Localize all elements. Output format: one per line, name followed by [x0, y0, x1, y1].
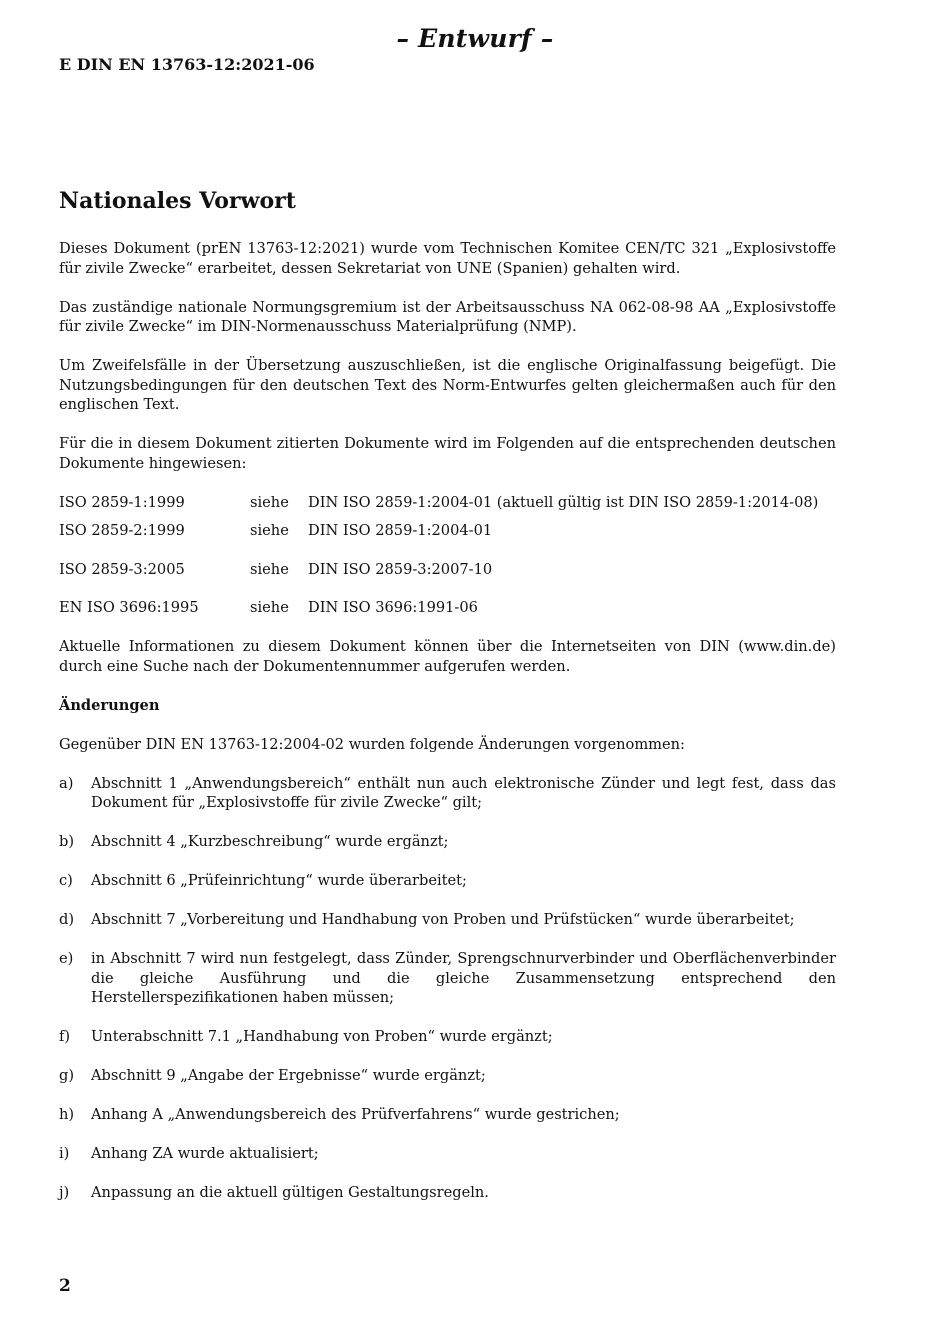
list-item-letter: e) [59, 950, 74, 967]
list-item-letter: g) [59, 1067, 75, 1084]
paragraph-committee: Dieses Dokument (prEN 13763-12:2021) wurde vom Technischen Komitee CEN/TC 321 „Explosivstoffe für zivile Zwecke“ erarbeitet, dessen Sekretariat von UNE (Spanien) gehalten wird. [59, 240, 836, 277]
list-item-text: Anpassung an die aktuell gültigen Gestaltungsregeln. [91, 1184, 489, 1201]
reference-target: DIN ISO 3696:1991-06 [308, 599, 478, 616]
list-item-letter: h) [59, 1106, 75, 1123]
list-item [59, 774, 836, 813]
reference-see: siehe [250, 599, 289, 616]
list-item-letter: i) [59, 1145, 70, 1162]
reference-row [59, 598, 836, 618]
reference-source: EN ISO 3696:1995 [59, 599, 199, 616]
list-item-text: Abschnitt 1 „Anwendungsbereich“ enthält nun auch elektronische Zünder und legt fest, dass das Dokument für „Explosivstoffe für zivile Zwecke“ gilt; [91, 774, 836, 811]
list-item-letter: d) [59, 911, 75, 928]
paragraph-national-body: Das zuständige nationale Normungsgremium ist der Arbeitsausschuss NA 062-08-98 AA „Explosivstoffe für zivile Zwecke“ im DIN-Normenausschuss Materialprüfung (NMP). [59, 298, 836, 335]
list-item-text: Anhang A „Anwendungsbereich des Prüfverfahrens“ wurde gestrichen; [91, 1106, 620, 1123]
list-item-letter: b) [59, 833, 75, 850]
list-item-text: Abschnitt 9 „Angabe der Ergebnisse“ wurde ergänzt; [91, 1067, 486, 1084]
list-item-text: Abschnitt 4 „Kurzbeschreibung“ wurde ergänzt; [91, 833, 449, 850]
list-item [59, 1183, 836, 1203]
changes-heading: Änderungen [59, 696, 160, 714]
reference-see: siehe [250, 522, 289, 539]
list-item [59, 910, 836, 930]
list-item [59, 1105, 836, 1125]
list-item-letter: c) [59, 872, 73, 889]
page-number: 2 [59, 1276, 71, 1296]
reference-source: ISO 2859-2:1999 [59, 522, 185, 539]
reference-target: DIN ISO 2859-1:2004-01 (aktuell gültig ist DIN ISO 2859-1:2014-08) [308, 493, 819, 511]
list-item-text: Unterabschnitt 7.1 „Handhabung von Proben“ wurde ergänzt; [91, 1028, 553, 1045]
list-item-text: Abschnitt 7 „Vorbereitung und Handhabung von Proben und Prüfstücken“ wurde überarbeitet; [91, 911, 795, 928]
list-item [59, 1066, 836, 1086]
changes-intro: Gegenüber DIN EN 13763-12:2004-02 wurden folgende Änderungen vorgenommen: [59, 735, 685, 753]
list-item-text: in Abschnitt 7 wird nun festgelegt, dass Zünder, Sprengschnurverbinder und Oberflächenverbinder die gleiche Ausführung und die gleiche Zusammensetzung entsprechend den Herstellerspezifikationen haben müssen; [91, 950, 836, 1006]
reference-see: siehe [250, 493, 289, 511]
list-item-text: Anhang ZA wurde aktualisiert; [91, 1145, 319, 1162]
reference-row [59, 493, 836, 513]
reference-target: DIN ISO 2859-1:2004-01 [308, 522, 493, 539]
reference-source: ISO 2859-1:1999 [59, 493, 185, 511]
reference-source: ISO 2859-3:2005 [59, 560, 185, 578]
list-item-text: Abschnitt 6 „Prüfeinrichtung“ wurde überarbeitet; [91, 872, 467, 889]
document-id: E DIN EN 13763-12:2021-06 [59, 55, 315, 74]
list-item [59, 949, 836, 1008]
list-item [59, 871, 836, 891]
paragraph-translation: Um Zweifelsfälle in der Übersetzung auszuschließen, ist die englische Originalfassung beigefügt. Die Nutzungsbedingungen für den deutschen Text des Norm-Entwurfes gelten gleichermaßen auch für den englischen Text. [59, 357, 836, 413]
reference-row [59, 521, 836, 541]
reference-row [59, 560, 836, 580]
list-item-letter: j) [59, 1184, 70, 1201]
list-item [59, 1027, 836, 1047]
list-item-letter: a) [59, 774, 74, 792]
page-title: Nationales Vorwort [59, 188, 296, 214]
list-item [59, 1144, 836, 1164]
list-item [59, 832, 836, 852]
paragraph-references-intro: Für die in diesem Dokument zitierten Dokumente wird im Folgenden auf die entsprechenden deutschen Dokumente hingewiesen: [59, 435, 836, 472]
list-item-letter: f) [59, 1028, 71, 1045]
reference-target: DIN ISO 2859-3:2007-10 [308, 560, 493, 578]
draft-label: – Entwurf – [396, 24, 554, 53]
reference-see: siehe [250, 560, 289, 578]
page-content [59, 186, 836, 1222]
paragraph-info: Aktuelle Informationen zu diesem Dokument können über die Internetseiten von DIN (www.din.de) durch eine Suche nach der Dokumentennummer aufgerufen werden. [59, 638, 836, 675]
